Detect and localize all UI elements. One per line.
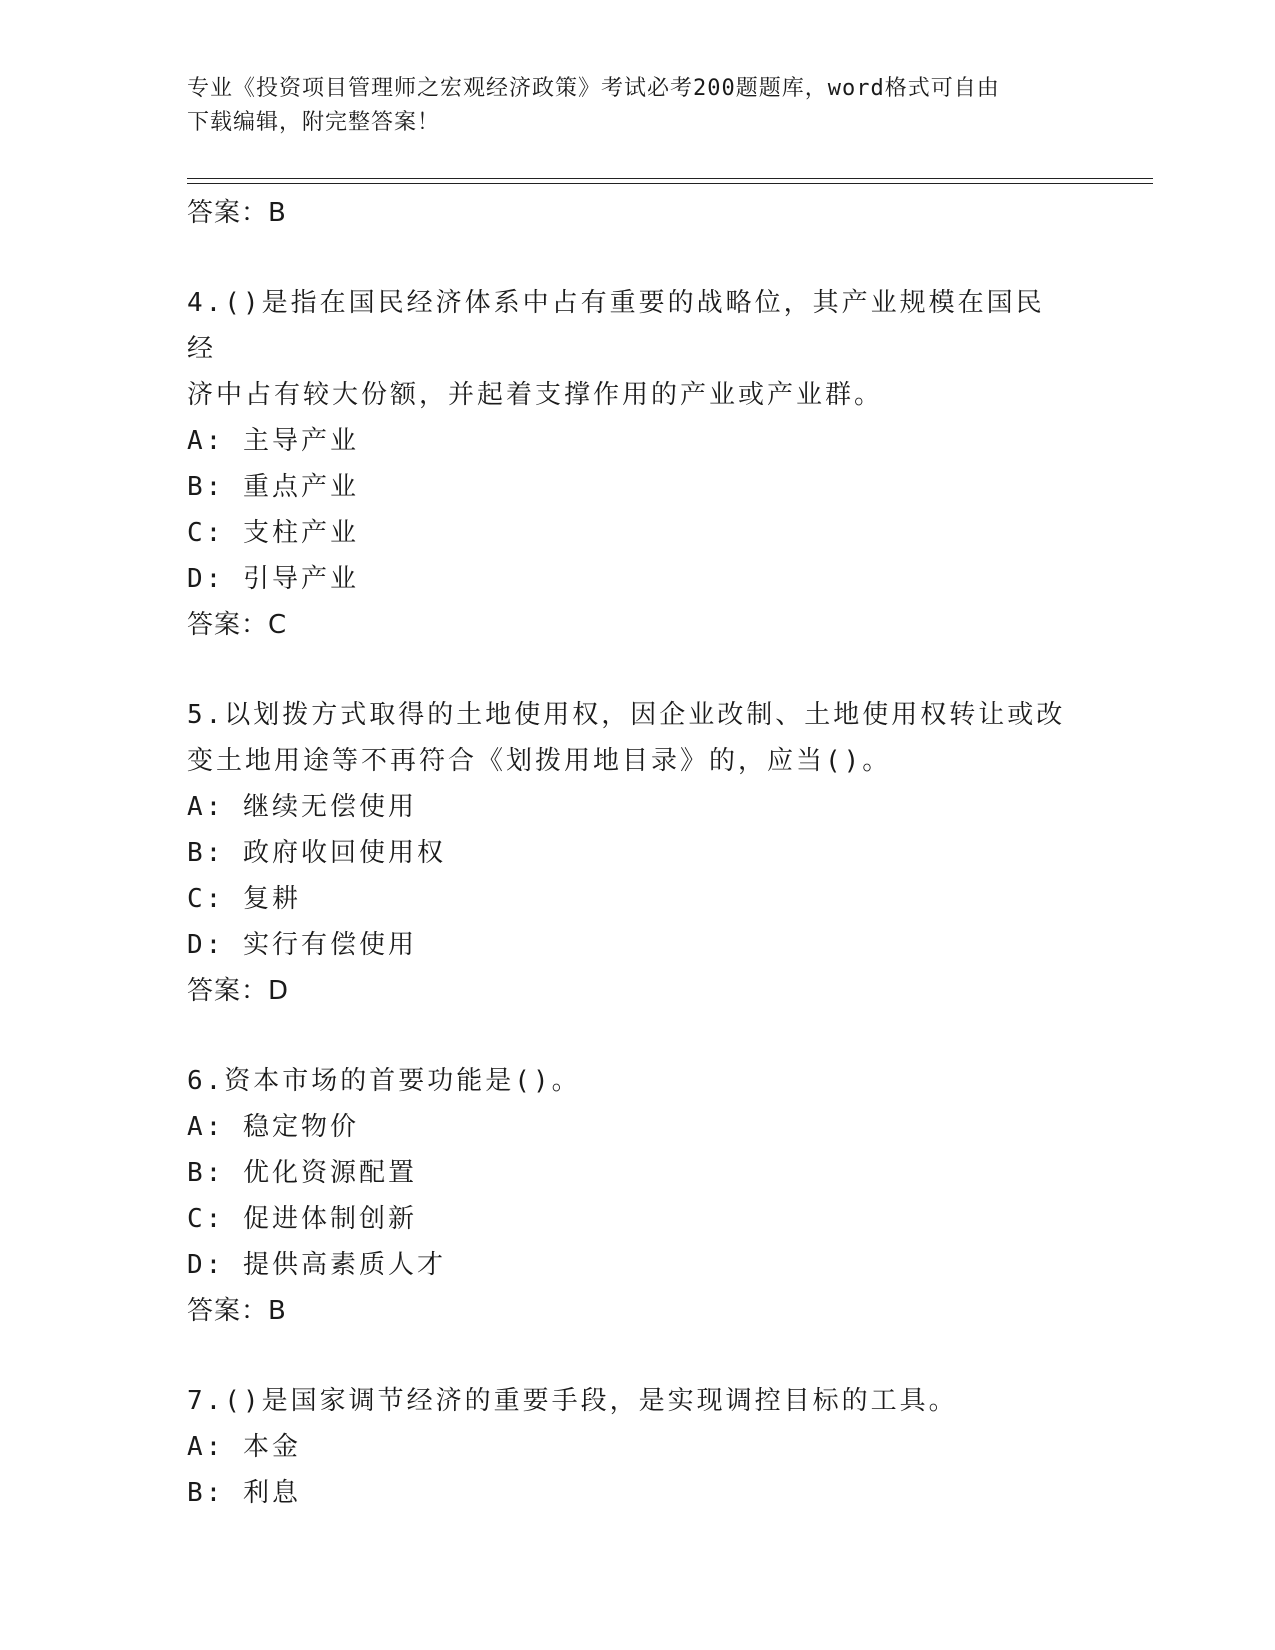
question-5 <box>187 692 1067 1014</box>
answer-q3: 答案：B <box>187 198 287 228</box>
question-stem <box>187 692 1067 784</box>
question-stem-line: 5.以划拨方式取得的土地使用权，因企业改制、土地使用权转让或改 <box>187 700 1066 730</box>
option-d: D: 引导产业 <box>187 564 359 594</box>
question-stem-line: 4.()是指在国民经济体系中占有重要的战略位，其产业规模在国民经 <box>187 288 1045 364</box>
option-d: D: 提供高素质人才 <box>187 1250 446 1280</box>
question-stem <box>187 1378 1067 1424</box>
option-a: A: 主导产业 <box>187 426 359 456</box>
answer: 答案：C <box>187 610 288 640</box>
option-c: C: 促进体制创新 <box>187 1204 417 1234</box>
question-stem-line: 6.资本市场的首要功能是()。 <box>187 1066 581 1096</box>
option-c: C: 支柱产业 <box>187 518 359 548</box>
option-b: B: 重点产业 <box>187 472 359 502</box>
question-stem <box>187 280 1067 418</box>
option-b: B: 政府收回使用权 <box>187 838 446 868</box>
option-b: B: 优化资源配置 <box>187 1158 417 1188</box>
question-stem-line: 变土地用途等不再符合《划拨用地目录》的，应当()。 <box>187 746 892 776</box>
spacer <box>187 648 1067 692</box>
option-a: A: 稳定物价 <box>187 1112 359 1142</box>
option-a: A: 继续无偿使用 <box>187 792 417 822</box>
header-line-2: 下载编辑，附完整答案！ <box>187 110 441 135</box>
option-d: D: 实行有偿使用 <box>187 930 417 960</box>
page-header <box>187 72 1067 140</box>
document-body <box>187 190 1067 1516</box>
question-7 <box>187 1378 1067 1516</box>
option-c: C: 复耕 <box>187 884 301 914</box>
question-stem <box>187 1058 1067 1104</box>
answer: 答案：B <box>187 1296 287 1326</box>
question-stem-line: 7.()是国家调节经济的重要手段，是实现调控目标的工具。 <box>187 1386 958 1416</box>
option-b: B: 利息 <box>187 1478 301 1508</box>
question-4 <box>187 280 1067 648</box>
spacer <box>187 1334 1067 1378</box>
question-stem-line: 济中占有较大份额，并起着支撑作用的产业或产业群。 <box>187 380 884 410</box>
answer: 答案：D <box>187 976 290 1006</box>
spacer <box>187 1014 1067 1058</box>
option-a: A: 本金 <box>187 1432 301 1462</box>
header-double-rule <box>187 178 1153 184</box>
header-line-1: 专业《投资项目管理师之宏观经济政策》考试必考200题题库，word格式可自由 <box>187 76 1000 101</box>
spacer <box>187 236 1067 280</box>
question-6 <box>187 1058 1067 1334</box>
